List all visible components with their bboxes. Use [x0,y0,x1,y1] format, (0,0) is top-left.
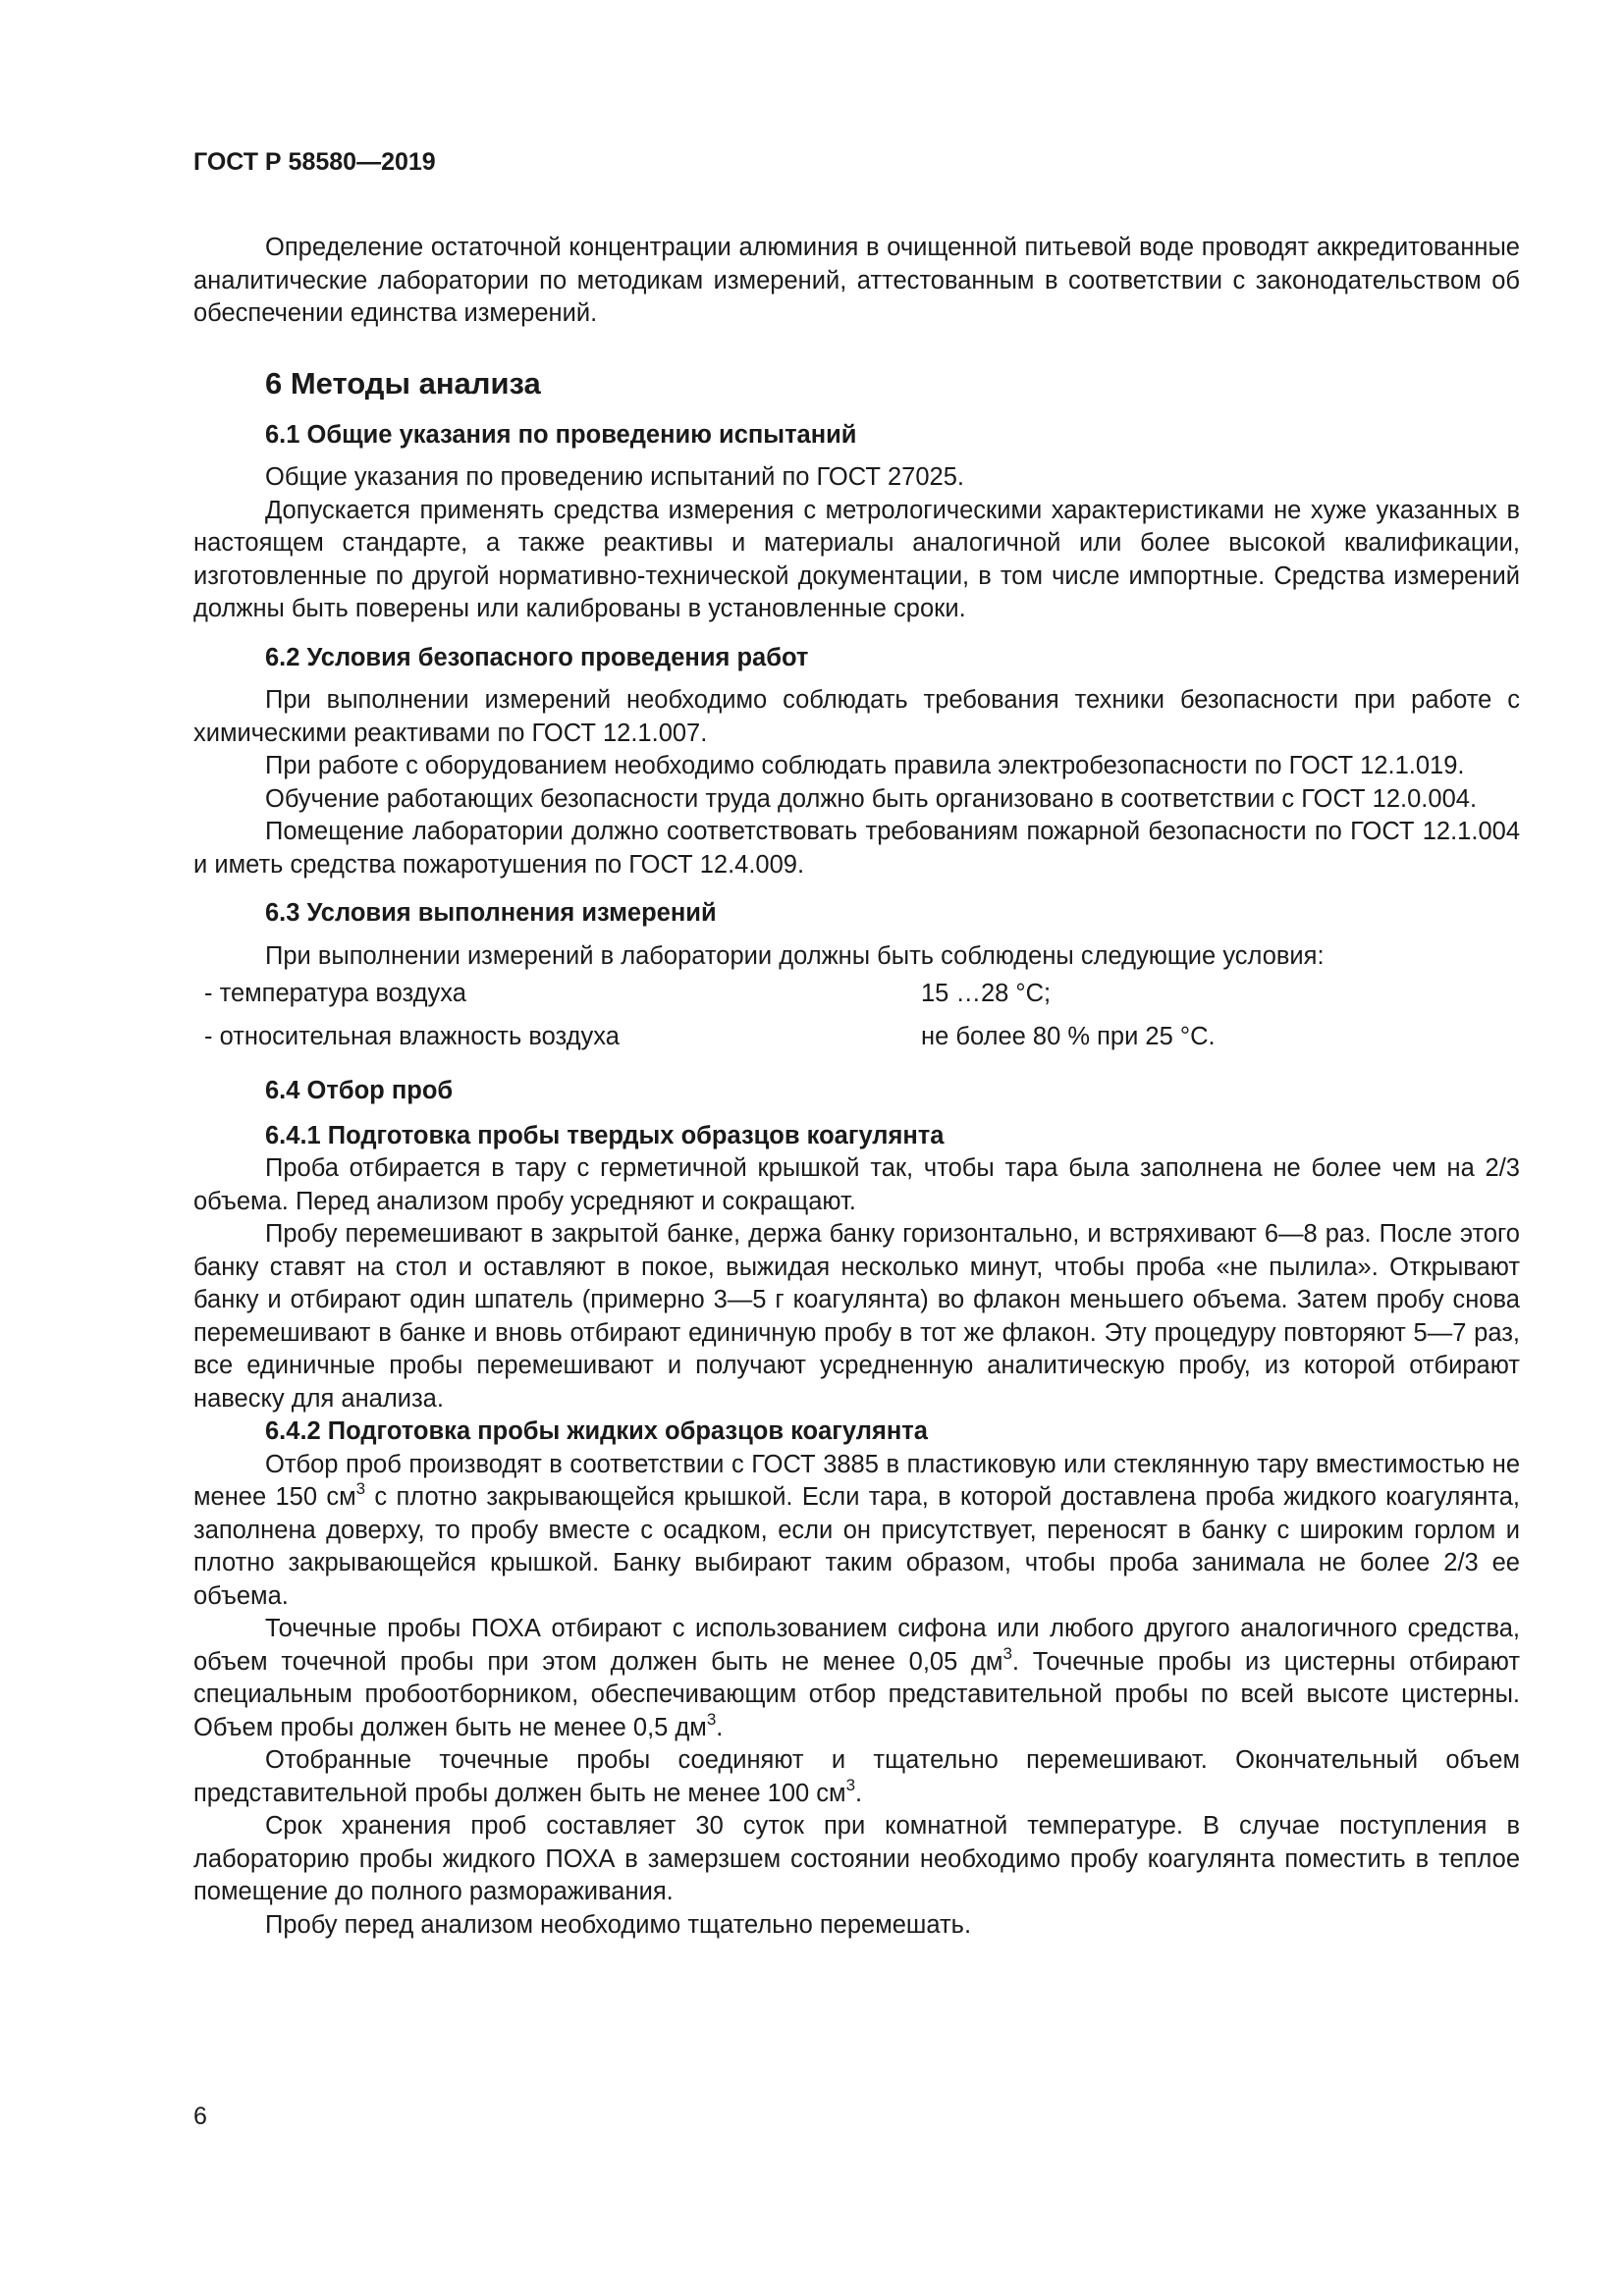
running-header: ГОСТ Р 58580—2019 [193,148,436,176]
intro-paragraph: Определение остаточной концентрации алюминия в очищенной питьевой воде проводят аккредитованные аналитические лаборатории по методикам измерений, аттестованным в соответствии с законодательством об обеспечении единства измерений. [193,234,1520,327]
s642-paragraph-1: Отбор проб производят в соответствии с ГОСТ 3885 в пластиковую или стеклянную тару вместимостью не менее 150 $см^3$ с плотно закрывающейся крышкой. Если тара, в которой доставлена проба жидкого коагулянта, заполнена доверху, то пробу вместе с осадком, если он присутствует, переносят в банку с широким горлом и плотно закрывающейся крышкой. Банку выбирают таким образом, чтобы проба занимала не более 2/3 ее объема. [193,1450,1520,1610]
s641-paragraph-2: Пробу перемешивают в закрытой банке, держа банку горизонтально, и встряхивают 6—8 раз. После этого банку ставят на стол и оставляют в покое, выжидая несколько минут, чтобы проба «не пылила». Открывают банку и отбирают один шпатель (примерно 3—5 г коагулянта) во флакон меньшего объема. Затем пробу снова перемешивают в банке и вновь отбирают единичную пробу в тот же флакон. Эту процедуру повторяют 5—7 раз, все единичные пробы перемешивают и получают усредненную аналитическую пробу, из которой отбирают навеску для анализа. [193,1220,1520,1413]
section-6-4-1-title: 6.4.1 Подготовка пробы твердых образцов коагулянта [265,1121,945,1149]
section-6-4-title: 6.4 Отбор проб [265,1077,454,1104]
s61-paragraph-2: Допускается применять средства измерения с метрологическими характеристиками не хуже указанных в настоящем стандарте, а также реактивы и материалы аналогичной или более высокой квалификации, изготовленные по другой нормативно-технической документации, в том числе импортные. Средства измерений должны быть поверены или калиброваны в установленные сроки. [193,496,1520,622]
condition-label: - температура воздуха [204,980,466,1007]
s642-paragraph-4: Срок хранения проб составляет 30 суток при комнатной температуре. В случае поступления в лабораторию пробы жидкого ПОХА в замерзшем состоянии необходимо пробу коагулянта поместить в теплое помещение до полного размораживания. [193,1812,1520,1905]
page-number: 6 [193,2103,207,2130]
section-6-4-2-title: 6.4.2 Подготовка пробы жидких образцов коагулянта [265,1417,928,1445]
section-6-1-title: 6.1 Общие указания по проведению испытаний [265,420,857,449]
s62-paragraph-2: При работе с оборудованием необходимо соблюдать правила электробезопасности по ГОСТ 12.1.019. [265,752,1465,779]
section-6-title: 6 Методы анализа [265,365,541,400]
s62-paragraph-1: При выполнении измерений необходимо соблюдать требования техники безопасности при работе с химическими реактивами по ГОСТ 12.1.007. [193,686,1520,747]
s641-paragraph-1: Проба отбирается в тару с герметичной крышкой так, чтобы тара была заполнена не более чем на 2/3 объема. Перед анализом пробу усредняют и сокращают. [193,1154,1520,1215]
s63-paragraph-1: При выполнении измерений в лаборатории должны быть соблюдены следующие условия: [265,941,1325,970]
s62-paragraph-4: Помещение лаборатории должно соответствовать требованиям пожарной безопасности по ГОСТ 12.1.004 и иметь средства пожаротушения по ГОСТ 12.4.009. [193,818,1520,879]
condition-value: 15 …28 °С; [921,980,1052,1007]
section-6-2-title: 6.2 Условия безопасного проведения работ [265,643,809,671]
s61-paragraph-1: Общие указания по проведению испытаний по ГОСТ 27025. [265,463,964,491]
condition-row [193,1016,1520,1059]
s642-paragraph-2: Точечные пробы ПОХА отбирают с использованием сифона или любого другого аналогичного средства, объем точечной пробы при этом должен быть не менее 0,05 $дм^3$. Точечные пробы из цистерны отбирают специальным пробоотборником, обеспечивающим отбор представительной пробы по всей высоте цистерны. Объем пробы должен быть не менее 0,5 $дм^3$. [193,1615,1521,1741]
s642-paragraph-5: Пробу перед анализом необходимо тщательно перемешать. [265,1910,972,1939]
condition-row [193,973,1520,1016]
s642-paragraph-3: Отобранные точечные пробы соединяют и тщательно перемешивают. Окончательный объем представительной пробы должен быть не менее 100 $см^3$. [193,1746,1520,1807]
condition-label: - относительная влажность воздуха [204,1023,620,1050]
section-6-3-title: 6.3 Условия выполнения измерений [265,899,717,927]
s62-paragraph-3: Обучение работающих безопасности труда должно быть организовано в соответствии с ГОСТ 12.0.004. [265,784,1478,813]
condition-value: не более 80 % при 25 °С. [921,1023,1216,1050]
page-content [193,147,1520,1942]
